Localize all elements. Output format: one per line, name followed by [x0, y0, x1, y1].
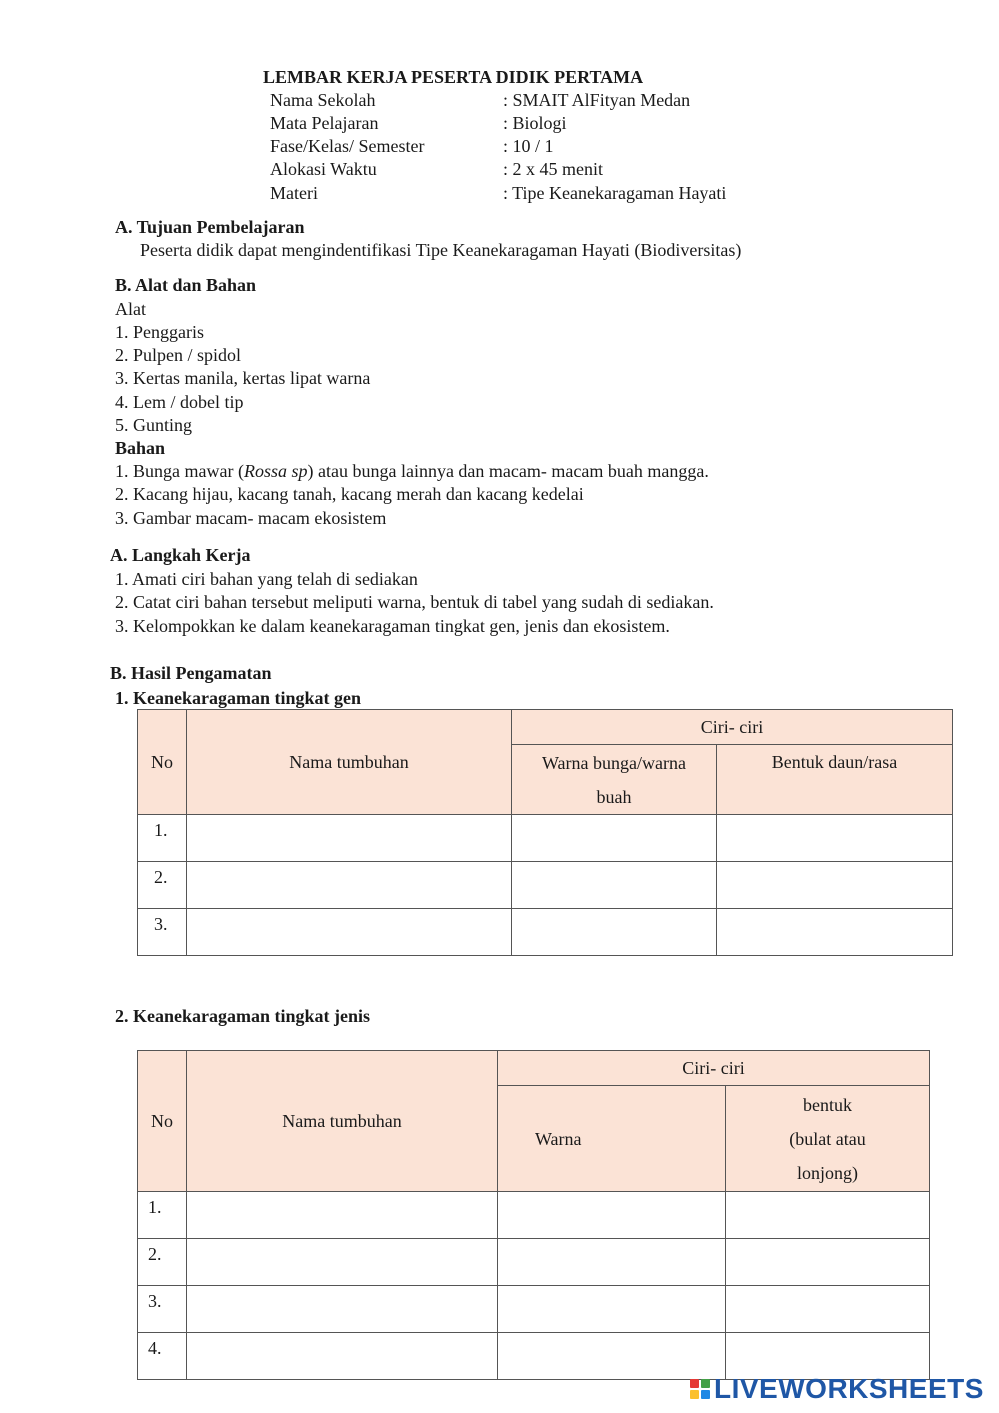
meta-label-school: Nama Sekolah [270, 90, 376, 110]
alat-item: 3. Kertas manila, kertas lipat warna [115, 368, 371, 388]
meta-label-time: Alokasi Waktu [270, 159, 377, 179]
table1-cell-warna[interactable] [512, 815, 717, 862]
header-line: lonjong) [797, 1162, 858, 1183]
bahan-item [115, 460, 709, 482]
bahan-label: Bahan [115, 438, 166, 458]
bahan-item-text: ) atau bunga lainnya dan macam- macam buah mangga. [307, 461, 709, 481]
table-gen [137, 709, 953, 956]
table1-header-warna [512, 745, 717, 815]
header-line: buah [596, 786, 632, 807]
table2-header-warna: Warna [498, 1086, 726, 1192]
bahan-item-text: 1. Bunga mawar ( [115, 461, 244, 481]
bahan-item: 2. Kacang hijau, kacang tanah, kacang merah dan kacang kedelai [115, 484, 584, 504]
langkah-step: 2. Catat ciri bahan tersebut meliputi warna, bentuk di tabel yang sudah di sediakan. [115, 592, 714, 612]
meta-value-time: : 2 x 45 menit [503, 159, 603, 179]
table2-cell-warna[interactable] [498, 1333, 726, 1380]
langkah-step: 3. Kelompokkan ke dalam keanekaragaman tingkat gen, jenis dan ekosistem. [115, 616, 670, 636]
table2-row-number: 4. [138, 1333, 187, 1380]
meta-value-topic: : Tipe Keanekaragaman Hayati [503, 183, 727, 203]
header-line: (bulat atau [789, 1128, 866, 1149]
table2-header-bentuk [726, 1086, 930, 1192]
alat-label: Alat [115, 299, 146, 319]
meta-value-class: : 10 / 1 [503, 136, 554, 156]
table1-row-number: 1. [138, 815, 187, 862]
logo-square [690, 1390, 699, 1399]
table1-header-no: No [138, 710, 187, 815]
alat-item: 1. Penggaris [115, 322, 204, 342]
table2-caption: 2. Keanekaragaman tingkat jenis [115, 1006, 371, 1026]
species-name: Rossa sp [243, 461, 308, 481]
table2-header-name: Nama tumbuhan [187, 1051, 498, 1192]
table1-header-name: Nama tumbuhan [187, 710, 512, 815]
meta-label-subject: Mata Pelajaran [270, 113, 379, 133]
table1-row-number: 2. [138, 862, 187, 909]
section-heading-hasil: B. Hasil Pengamatan [110, 663, 272, 683]
table2-row-number: 2. [138, 1239, 187, 1286]
logo-square [701, 1379, 710, 1388]
table2-row-number: 1. [138, 1192, 187, 1239]
table2-cell-warna[interactable] [498, 1239, 726, 1286]
section-heading-tujuan: A. Tujuan Pembelajaran [115, 217, 305, 237]
meta-label-class: Fase/Kelas/ Semester [270, 136, 425, 156]
tujuan-text: Peserta didik dapat mengindentifikasi Tipe Keanekaragaman Hayati (Biodiversitas) [140, 240, 742, 260]
logo-text: LIVEWORKSHEETS [714, 1373, 984, 1404]
table2-cell-name[interactable] [187, 1333, 498, 1380]
table2-header-ciri: Ciri- ciri [498, 1051, 930, 1086]
bahan-item: 3. Gambar macam- macam ekosistem [115, 508, 387, 528]
langkah-step: 1. Amati ciri bahan yang telah di sediakan [115, 569, 418, 589]
table2-row-number: 3. [138, 1286, 187, 1333]
table1-header-bentuk: Bentuk daun/rasa [717, 745, 953, 815]
section-heading-langkah: A. Langkah Kerja [110, 545, 251, 565]
logo-square [690, 1379, 699, 1388]
table2-cell-name[interactable] [187, 1239, 498, 1286]
alat-item: 5. Gunting [115, 415, 193, 435]
table2-cell-name[interactable] [187, 1286, 498, 1333]
section-heading-alat-bahan: B. Alat dan Bahan [115, 275, 257, 295]
table1-header-ciri: Ciri- ciri [512, 710, 953, 745]
table2-cell-bentuk[interactable] [726, 1192, 930, 1239]
alat-item: 4. Lem / dobel tip [115, 392, 244, 412]
table-jenis [137, 1050, 930, 1380]
table2-cell-warna[interactable] [498, 1286, 726, 1333]
meta-label-topic: Materi [270, 183, 318, 203]
meta-value-school: : SMAIT AlFityan Medan [503, 90, 691, 110]
table1-cell-name[interactable] [187, 862, 512, 909]
table1-cell-bentuk[interactable] [717, 909, 953, 956]
logo-grid-icon [690, 1379, 710, 1399]
table1-row-number: 3. [138, 909, 187, 956]
table1-cell-warna[interactable] [512, 909, 717, 956]
table1-cell-name[interactable] [187, 815, 512, 862]
table2-cell-bentuk[interactable] [726, 1286, 930, 1333]
table1-cell-name[interactable] [187, 909, 512, 956]
table1-cell-warna[interactable] [512, 862, 717, 909]
table2-cell-warna[interactable] [498, 1192, 726, 1239]
table1-cell-bentuk[interactable] [717, 815, 953, 862]
alat-item: 2. Pulpen / spidol [115, 345, 242, 365]
header-line: Warna bunga/warna [542, 752, 686, 773]
meta-value-subject: : Biologi [503, 113, 567, 133]
table2-cell-name[interactable] [187, 1192, 498, 1239]
table1-cell-bentuk[interactable] [717, 862, 953, 909]
header-line: bentuk [803, 1094, 852, 1115]
table2-cell-bentuk[interactable] [726, 1239, 930, 1286]
table1-caption: 1. Keanekaragaman tingkat gen [115, 688, 362, 708]
table2-header-no: No [138, 1051, 187, 1192]
page-title: LEMBAR KERJA PESERTA DIDIK PERTAMA [263, 67, 644, 87]
liveworksheets-logo[interactable] [690, 1374, 984, 1404]
logo-square [701, 1390, 710, 1399]
